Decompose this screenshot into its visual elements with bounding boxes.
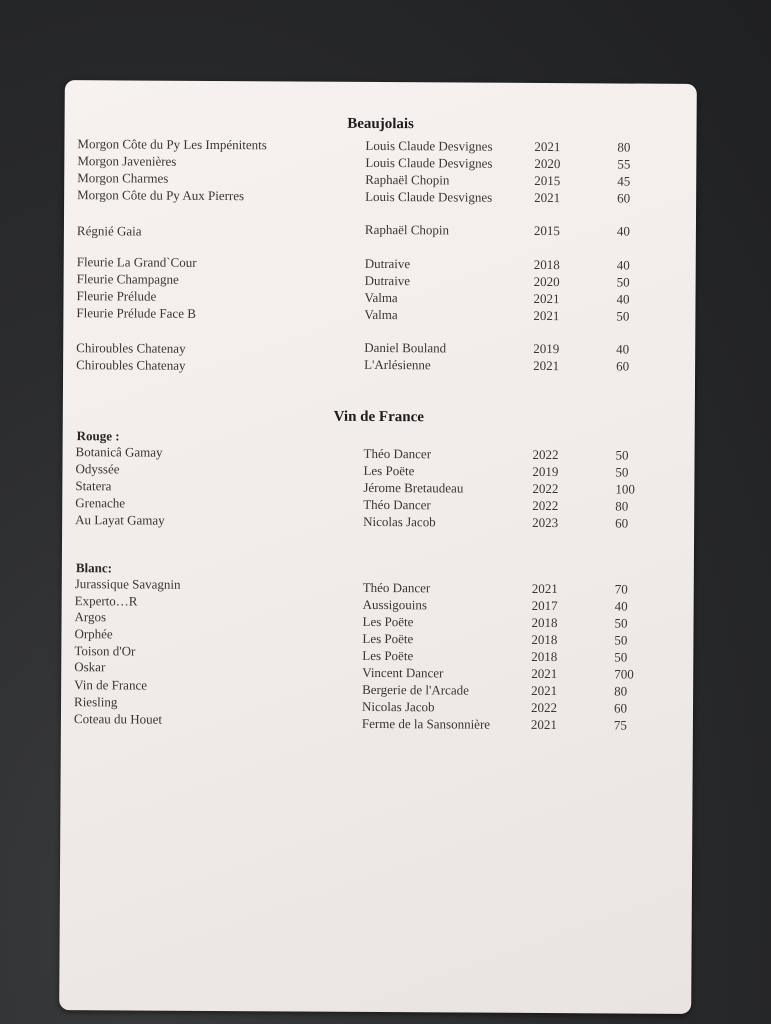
wine-name: Fleurie Prélude Face B: [76, 305, 196, 321]
wine-price: 50: [614, 649, 628, 665]
wine-price: 40: [616, 341, 630, 357]
wine-price: 50: [614, 632, 628, 648]
wine-producer: Raphaël Chopin: [364, 221, 450, 238]
wine-year: 2021: [534, 138, 561, 155]
wine-name: Odyssée: [75, 461, 120, 477]
wine-name: Fleurie La Grand`Cour: [76, 254, 197, 270]
wine-price: 40: [616, 257, 630, 273]
wine-year: 2021: [533, 290, 560, 307]
wine-year: 2018: [531, 631, 558, 648]
wine-name: Statera: [75, 478, 112, 494]
wine-name: Jurassique Savagnin: [74, 576, 181, 592]
wine-producer: Les Poëte: [362, 647, 414, 664]
wine-producer: Les Poëte: [362, 630, 414, 647]
wine-producer: Valma: [364, 289, 398, 306]
wine-producer: Vincent Dancer: [362, 664, 444, 681]
wine-price: 50: [615, 464, 629, 480]
wine-name: Régnié Gaia: [76, 223, 142, 239]
wine-year: 2019: [533, 340, 560, 357]
wine-year: 2018: [533, 256, 560, 273]
wine-producer: Nicolas Jacob: [363, 513, 436, 530]
wine-producer: Louis Claude Desvignes: [365, 154, 493, 171]
wine-year: 2021: [530, 716, 557, 733]
wine-price: 50: [614, 615, 628, 631]
wine-name: Chiroubles Chatenay: [76, 340, 186, 356]
wine-name: Fleurie Champagne: [76, 271, 179, 287]
wine-price: 40: [614, 598, 628, 614]
wine-name: Morgon Javenières: [77, 153, 177, 169]
wine-producer: Les Poëte: [362, 613, 414, 630]
wine-producer: Ferme de la Sansonnière: [361, 715, 491, 732]
wine-price: 60: [615, 515, 629, 531]
wine-year: 2021: [531, 580, 558, 597]
section-title-beaujolais: Beaujolais: [347, 115, 414, 133]
wine-year: 2021: [534, 189, 561, 206]
wine-price: 50: [616, 308, 630, 324]
wine-name: Riesling: [74, 694, 118, 710]
wine-price: 700: [614, 666, 634, 682]
wine-row: [64, 220, 696, 241]
wine-price: 100: [615, 481, 635, 497]
wine-producer: Jérome Bretaudeau: [363, 479, 464, 496]
wine-year: 2019: [532, 463, 559, 480]
wine-price: 55: [617, 156, 631, 172]
wine-row: [61, 711, 693, 735]
wine-name: Morgon Côte du Py Les Impénitents: [77, 136, 267, 153]
wine-year: 2021: [531, 682, 558, 699]
wine-year: 2022: [532, 497, 559, 514]
wine-price: 70: [614, 581, 628, 597]
wine-price: 75: [613, 717, 627, 733]
section-title-vin-de-france: Vin de France: [333, 408, 424, 426]
wine-price: 60: [617, 190, 631, 206]
wine-price: 80: [615, 498, 629, 514]
wine-price: 60: [613, 700, 628, 716]
wine-price: 50: [615, 447, 629, 463]
wine-price: 40: [616, 223, 630, 239]
wine-name: Experto…R: [74, 593, 138, 609]
wine-name: Grenache: [75, 495, 126, 511]
wine-producer: Valma: [364, 306, 398, 323]
wine-producer: Aussigouins: [362, 596, 427, 613]
wine-year: 2015: [534, 172, 561, 189]
wine-name: Coteau du Houet: [73, 711, 163, 727]
wine-name: Orphée: [74, 626, 113, 642]
subsection-title-rouge: Rouge :: [76, 428, 120, 444]
wine-producer: Dutraive: [364, 272, 411, 289]
wine-year: 2022: [530, 699, 558, 716]
wine-price: 50: [616, 274, 630, 290]
wine-producer: Louis Claude Desvignes: [365, 137, 493, 154]
wine-producer: Théo Dancer: [362, 579, 431, 596]
wine-producer: Dutraive: [364, 255, 411, 272]
wine-price: 45: [617, 173, 631, 189]
wine-producer: Les Poëte: [363, 462, 415, 479]
wine-year: 2021: [533, 357, 560, 374]
wine-producer: Raphaël Chopin: [365, 171, 450, 188]
wine-name: Chiroubles Chatenay: [76, 357, 186, 373]
wine-name: Morgon Charmes: [77, 170, 169, 186]
wine-name: Vin de France: [74, 677, 148, 693]
wine-year: 2021: [531, 665, 558, 682]
wine-name: Au Layat Gamay: [75, 512, 165, 528]
wine-price: 80: [617, 139, 631, 155]
wine-year: 2018: [531, 648, 558, 665]
wine-producer: Nicolas Jacob: [361, 698, 435, 715]
wine-producer: L'Arlésienne: [364, 356, 431, 373]
wine-name: Argos: [74, 609, 107, 625]
wine-year: 2018: [531, 614, 558, 631]
wine-producer: Louis Claude Desvignes: [365, 188, 493, 205]
wine-price: 40: [616, 291, 630, 307]
wine-price: 60: [616, 358, 630, 374]
wine-year: 2022: [532, 480, 559, 497]
wine-year: 2017: [531, 597, 558, 614]
wine-row: [64, 187, 696, 208]
wine-name: Oskar: [74, 659, 106, 675]
wine-producer: Bergerie de l'Arcade: [362, 681, 469, 698]
wine-producer: Daniel Bouland: [364, 339, 447, 356]
wine-year: 2020: [534, 155, 561, 172]
wine-row: [63, 305, 695, 326]
wine-year: 2020: [533, 273, 560, 290]
wine-year: 2021: [533, 307, 560, 324]
wine-year: 2023: [532, 514, 559, 531]
wine-row: [63, 355, 695, 376]
wine-menu-card: [59, 80, 697, 1014]
wine-price: 80: [614, 683, 628, 699]
wine-year: 2022: [532, 446, 559, 463]
wine-name: Morgon Côte du Py Aux Pierres: [77, 187, 245, 204]
wine-producer: Théo Dancer: [363, 496, 431, 513]
wine-row: [62, 512, 694, 533]
wine-producer: Théo Dancer: [363, 445, 432, 462]
wine-name: Toison d'Or: [74, 643, 136, 659]
wine-year: 2015: [533, 222, 560, 239]
subsection-title-blanc: Blanc:: [75, 560, 113, 576]
wine-name: Botanicâ Gamay: [75, 444, 163, 460]
wine-name: Fleurie Prélude: [76, 288, 157, 304]
